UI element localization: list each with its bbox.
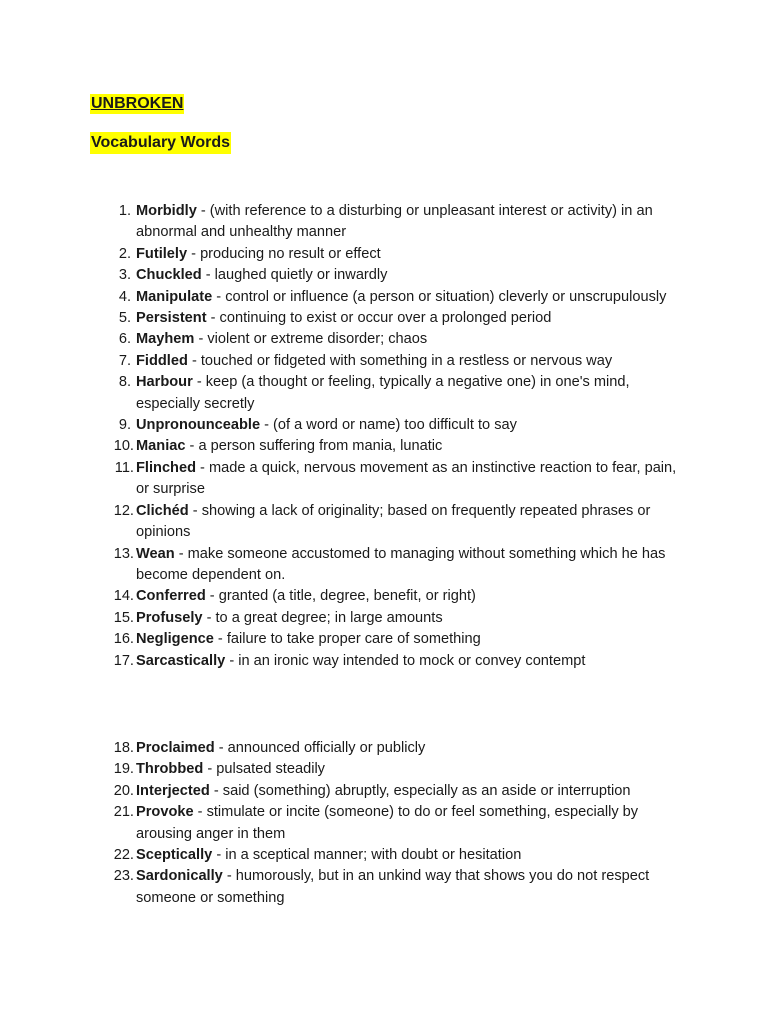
vocab-definition: - showing a lack of originality; based on frequently repeated phrases or opinions	[136, 502, 651, 541]
vocab-item	[0, 759, 768, 780]
vocab-item	[0, 329, 768, 350]
item-number: 18.	[113, 740, 134, 756]
vocab-definition: - make someone accustomed to managing without something which he has become dependent on.	[136, 545, 666, 583]
vocab-term: Clichéd	[136, 502, 189, 519]
vocab-term: Sardonically	[136, 868, 223, 885]
vocab-definition: - granted (a title, degree, benefit, or right)	[205, 588, 476, 605]
vocab-term: Provoke	[136, 804, 194, 821]
vocab-definition: - continuing to exist or occur over a prolonged period	[206, 310, 552, 327]
vocabulary-list-2	[0, 738, 768, 909]
item-number: 1.	[118, 203, 131, 219]
vocab-term: Profusely	[136, 609, 203, 626]
vocab-definition: - control or influence (a person or situation) cleverly or unscrupulously	[212, 288, 667, 305]
item-number: 16.	[113, 631, 134, 648]
item-number: 20.	[113, 782, 134, 799]
item-number: 3.	[118, 267, 131, 284]
vocab-definition: - failure to take proper care of something	[213, 631, 481, 648]
vocab-term: Fiddled	[136, 352, 188, 369]
item-number: 9.	[118, 417, 131, 434]
vocab-definition: - pulsated steadily	[203, 761, 325, 778]
vocab-term: Conferred	[136, 588, 206, 605]
vocab-definition: - laughed quietly or inwardly	[201, 267, 388, 284]
vocab-item	[0, 265, 768, 286]
vocab-item	[0, 866, 768, 909]
vocab-item	[0, 415, 768, 436]
item-number: 2.	[118, 245, 131, 262]
vocab-item	[0, 608, 768, 629]
document-subtitle: Vocabulary Words	[90, 132, 231, 154]
vocab-item	[0, 738, 768, 759]
vocab-term: Mayhem	[136, 331, 195, 348]
vocab-definition: - in a sceptical manner; with doubt or hesitation	[212, 847, 522, 864]
vocab-term: Unpronounceable	[136, 417, 261, 434]
item-number: 4.	[118, 288, 131, 305]
item-number: 11.	[114, 459, 134, 476]
item-number: 6.	[118, 331, 131, 348]
vocab-item	[0, 544, 768, 587]
item-number: 21.	[113, 804, 134, 821]
item-number: 10.	[113, 438, 134, 455]
vocab-definition: - violent or extreme disorder; chaos	[194, 331, 428, 348]
item-number: 14.	[113, 588, 134, 605]
vocab-item	[0, 372, 768, 415]
vocab-term: Flinched	[136, 459, 196, 476]
vocab-definition: - announced officially or publicly	[214, 740, 426, 756]
vocab-item	[0, 802, 768, 845]
item-number: 5.	[118, 310, 131, 327]
vocab-term: Futilely	[136, 245, 188, 262]
vocab-definition: - in an ironic way intended to mock or convey contempt	[225, 652, 586, 669]
item-number: 7.	[118, 352, 131, 369]
vocab-definition: - (of a word or name) too difficult to say	[260, 417, 517, 434]
vocab-item	[0, 651, 768, 672]
vocab-term: Sceptically	[136, 847, 213, 864]
vocab-term: Sarcastically	[136, 652, 226, 669]
vocab-item	[0, 308, 768, 329]
vocab-definition: - keep (a thought or feeling, typically a negative one) in one's mind, especially secretly	[136, 374, 630, 412]
vocab-term: Negligence	[136, 631, 214, 648]
vocab-item	[0, 287, 768, 308]
vocab-definition: - to a great degree; in large amounts	[202, 609, 443, 626]
vocab-term: Manipulate	[136, 288, 213, 305]
item-number: 17.	[113, 652, 134, 669]
document-title: UNBROKEN	[91, 95, 184, 112]
vocab-item	[0, 201, 768, 244]
vocab-term: Persistent	[136, 310, 207, 327]
item-number: 15.	[113, 609, 134, 626]
vocab-term: Throbbed	[136, 761, 204, 778]
vocab-item	[0, 501, 768, 544]
item-number: 8.	[118, 374, 131, 391]
vocab-definition: - (with reference to a disturbing or unpleasant interest or activity) in an abnormal and unhealthy manner	[136, 203, 653, 241]
vocab-term: Proclaimed	[136, 740, 215, 756]
item-number: 23.	[113, 868, 134, 885]
vocab-definition: - a person suffering from mania, lunatic	[185, 438, 443, 455]
vocab-item	[0, 586, 768, 607]
vocab-term: Morbidly	[136, 203, 197, 219]
item-number: 22.	[113, 847, 134, 864]
vocab-definition: - humorously, but in an unkind way that shows you do not respect someone or something	[136, 868, 650, 906]
vocab-item	[0, 458, 768, 501]
vocabulary-list-1	[0, 201, 768, 672]
vocab-definition: - producing no result or effect	[187, 245, 381, 262]
vocab-item	[0, 629, 768, 650]
vocab-term: Interjected	[136, 782, 210, 799]
vocab-item	[0, 781, 768, 802]
vocab-term: Maniac	[136, 438, 186, 455]
vocab-item	[0, 244, 768, 265]
vocab-definition: - stimulate or incite (someone) to do or feel something, especially by arousing anger in them	[136, 804, 639, 842]
vocab-item	[0, 436, 768, 457]
vocab-definition: - said (something) abruptly, especially as an aside or interruption	[209, 782, 631, 799]
vocab-item	[0, 351, 768, 372]
vocab-term: Chuckled	[136, 267, 202, 284]
vocab-term: Wean	[136, 545, 175, 562]
vocab-definition: - touched or fidgeted with something in a restless or nervous way	[187, 352, 613, 369]
vocab-term: Harbour	[136, 374, 193, 391]
item-number: 13.	[113, 545, 134, 562]
vocab-definition: - made a quick, nervous movement as an instinctive reaction to fear, pain, or surprise	[136, 459, 677, 498]
item-number: 19.	[113, 761, 134, 778]
vocab-item	[0, 845, 768, 866]
item-number: 12.	[113, 502, 134, 519]
